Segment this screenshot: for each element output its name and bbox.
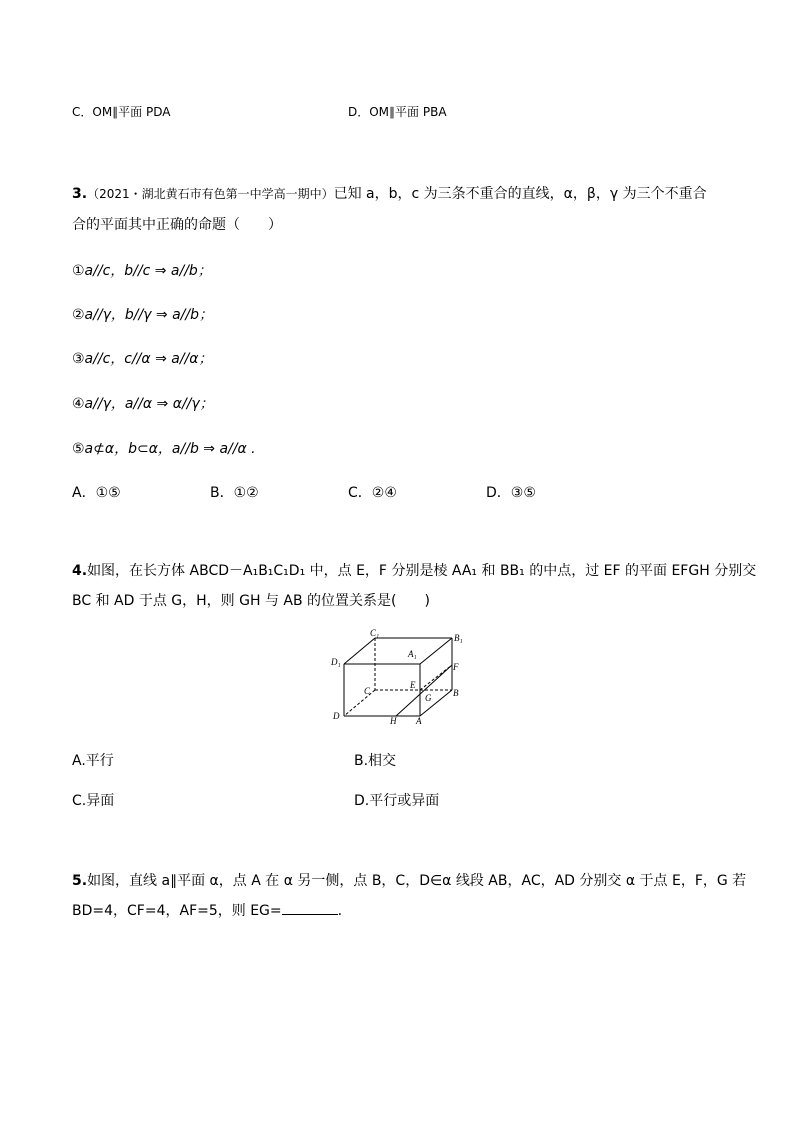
q4-option-a: A.平行 [72, 753, 114, 769]
q3-item-3: ③a//c，c//α ⇒ a//α； [72, 351, 213, 367]
label-f: F [453, 662, 459, 672]
q3-option-a: A．①⑤ [72, 485, 121, 501]
q5-stem-line1 [72, 870, 746, 890]
q4-option-b: B.相交 [354, 753, 397, 769]
label-a1: A₁ [408, 649, 417, 659]
label-d1: D₁ [331, 657, 341, 667]
q3-option-d: D．③⑤ [486, 485, 536, 501]
label-c: C [364, 686, 371, 696]
q5-stem-line2-text: BD=4，CF=4，AF=5，则 EG= [72, 903, 282, 919]
edge-d1-c1 [344, 638, 375, 664]
q4-stem-line2: BC 和 AD 于点 G，H，则 GH 与 AB 的位置关系是( ) [72, 593, 430, 609]
label-h: H [390, 716, 397, 726]
q5-stem-line2 [72, 900, 342, 920]
q3-item-1: ①a//c，b//c ⇒ a//b； [72, 263, 212, 279]
edge-b1-a1 [420, 638, 452, 664]
q2-option-c: C．OM∥平面 PDA [72, 105, 171, 119]
label-b1: B₁ [454, 633, 463, 643]
q4-option-c: C.异面 [72, 793, 115, 809]
q4-stem-text: 如图，在长方体 ABCD－A₁B₁C₁D₁ 中，点 E，F 分别是棱 AA₁ 和 BB₁ 的中点，过 EF 的平面 EFGH 分别交 [87, 563, 757, 579]
q4-number: 4. [72, 563, 88, 579]
hidden-edge-c-d [344, 690, 375, 716]
q2-option-d: D．OM∥平面 PBA [348, 105, 447, 119]
q5-stem-end: . [337, 903, 343, 919]
q3-option-b: B．①② [210, 485, 259, 501]
q4-option-d: D.平行或异面 [354, 793, 440, 809]
q3-item-5: ⑤a⊄α，b⊂α，a//b ⇒ a//α . [72, 441, 256, 457]
label-e: E [410, 680, 416, 690]
q4-stem-line1 [72, 560, 756, 580]
q5-number: 5. [72, 873, 88, 889]
q5-answer-blank[interactable] [282, 902, 338, 915]
q3-source: （2021・湖北黄石市有色第一中学高一期中） [87, 187, 334, 201]
q3-option-c: C．②④ [348, 485, 397, 501]
label-g: G [425, 693, 432, 703]
q3-number: 3. [72, 186, 88, 202]
label-c1: C₁ [370, 628, 380, 638]
q3-stem-line2: 合的平面其中正确的命题（ ） [72, 217, 282, 233]
label-b: B [453, 688, 459, 698]
q3-item-4: ④a//γ，a//α ⇒ α//γ； [72, 396, 214, 412]
q3-stem-line1 [72, 183, 707, 203]
label-d: D [333, 711, 340, 721]
q5-stem-text: 如图，直线 a∥平面 α，点 A 在 α 另一侧，点 B，C，D∈α 线段 AB，AC，AD 分别交 α 于点 E，F，G 若 [87, 873, 747, 889]
q3-item-2: ②a//γ，b//γ ⇒ a//b； [72, 307, 213, 323]
q3-stem-rest: 已知 a，b，c 为三条不重合的直线，α，β，γ 为三个不重合 [333, 186, 707, 202]
label-a: A [416, 716, 422, 726]
cuboid-figure [330, 626, 470, 730]
section-line-fh [396, 665, 452, 716]
